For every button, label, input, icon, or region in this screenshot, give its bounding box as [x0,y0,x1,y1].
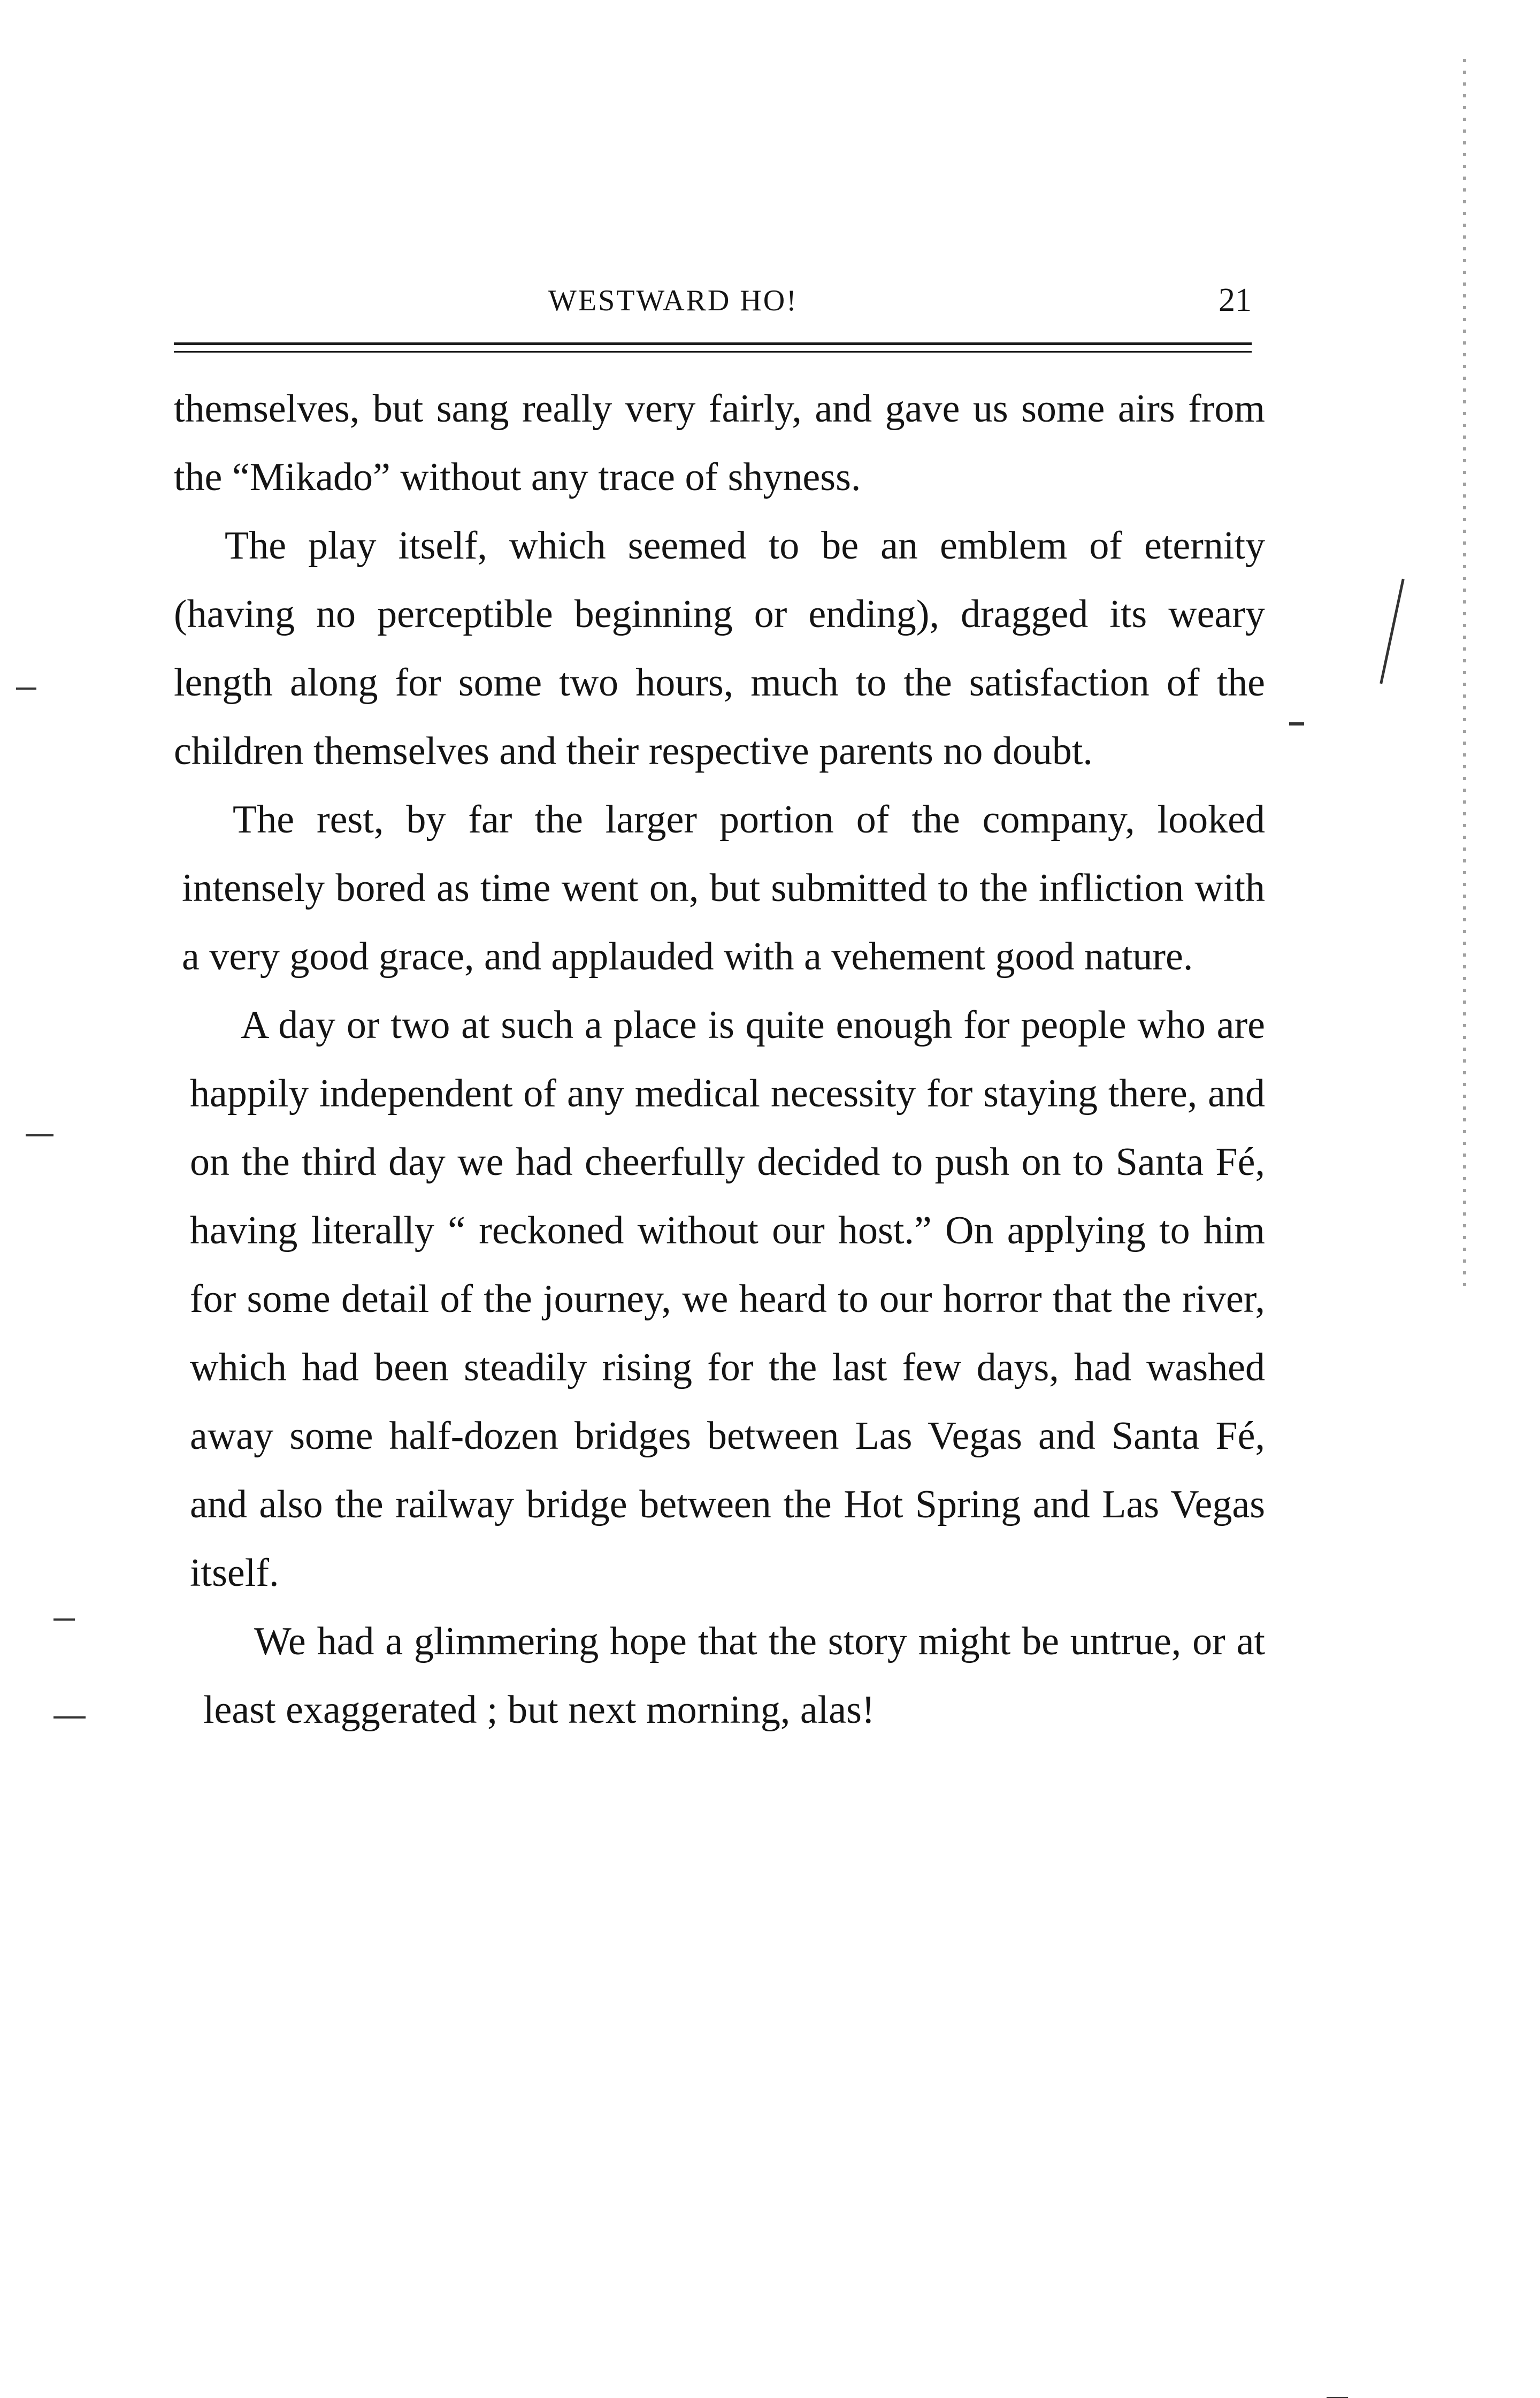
margin-dash [53,1618,75,1621]
page-header [174,278,1252,326]
margin-dash [53,1716,86,1719]
paragraph: A day or two at such a place is quite enough for people who are happily independent of any medical necessity for staying there, and on the third day we had cheerfully decided to push on to Santa Fé, having literally “ reckoned without our host.” On applying to him for some detail of the journey, we heard to our horror that the river, which had been steadily rising for the last few days, had washed away some half-dozen bridges between Las Vegas and Santa Fé, and also the railway bridge between the Hot Spring and Las Vegas itself. [190,1003,1265,1595]
page-number: 21 [1219,282,1252,318]
paragraph: The play itself, which seemed to be an emblem of eternity (having no perceptible beginning or ending), dragged its weary length along for some two hours, much to the satisfaction of the children themselves and their respective parents no doubt. [174,524,1265,773]
paragraph: The rest, by far the larger portion of the company, looked intensely bored as time went on, but submitted to the infliction with a very good grace, and applauded with a vehement good nature. [182,798,1265,979]
margin-speck [1289,722,1304,725]
margin-dash [16,688,36,690]
paragraph: We had a glimmering hope that the story might be untrue, or at least exaggerated ; but next morning, alas! [203,1620,1265,1732]
header-rule-bottom [174,351,1252,353]
header-rule-top [174,342,1252,345]
scan-edge-noise [1463,59,1466,1289]
margin-dash [26,1134,53,1136]
paragraph: themselves, but sang really very fairly, and gave us some airs from the “Mikado” without any trace of shyness. [174,387,1265,499]
margin-speck [1380,579,1404,684]
running-title: WESTWARD HO! [548,284,798,317]
body-text [174,375,1265,1744]
